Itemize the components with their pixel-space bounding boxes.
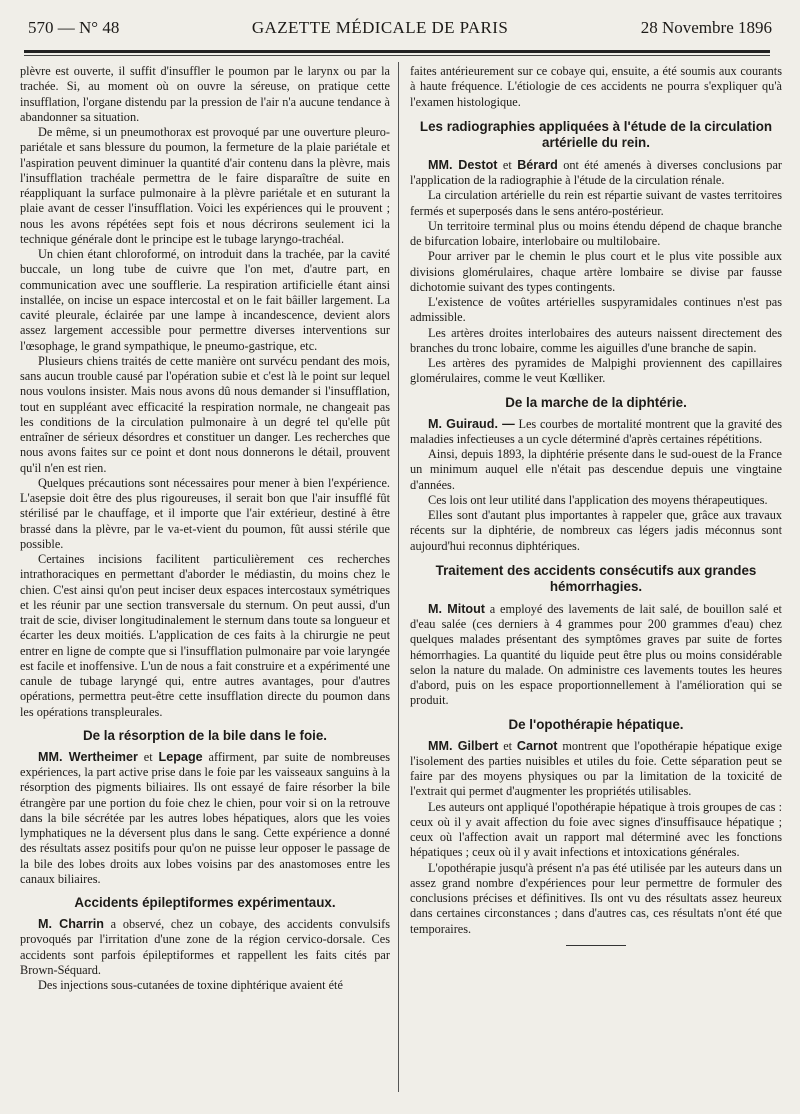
paragraph: Certaines incisions facilitent particulièrement ces recherches intrathoraciques en permettant d'aborder le médiastin, du moins chez le chien. C'est ainsi qu'on peut inciser deux espaces intercostaux symétriques et les réunir par une section transversale du sternum. On peut aussi, d'un trait de scie, diviser longitudinalement le sternum dans toute sa longueur et écarter les deux moitiés. L'application de ces faits à la chirurgie ne peut entrer en ligne de compte que si l'insufflation pulmonaire par voie laryngée est facile et inoffensive. L'un de nous a fait construire et a expérimenté une canule de tubage laryngé qui, entre autres avantages, pour d'autres opérations, permettra peut-être cette insufflation directe du poumon dans les opérations transpleurales. bbox=[20, 552, 390, 719]
section-heading: Les radiographies appliquées à l'étude de la circulation artérielle du rein. bbox=[419, 118, 773, 150]
author-name: MM. Wertheimer bbox=[38, 749, 138, 764]
paragraph: Quelques précautions sont nécessaires pour mener à bien l'expérience. L'asepsie doit être des plus rigoureuses, il serait bon que l'air insufflé fût stérilisé par le chauffage, et il importe que l'air extérieur, destiné à être brassé dans la plèvre, par le va-et-vient du poumon, fût aussi stérile que possible. bbox=[20, 475, 390, 551]
author-name: M. Mitout bbox=[428, 601, 485, 616]
paragraph: Les artères droites interlobaires des auteurs naissent directement des branches du tronc lobaire, comme les aiguilles d'une branche de sapin. bbox=[410, 325, 782, 355]
paragraph: faites antérieurement sur ce cobaye qui, ensuite, a été soumis aux courants à haute fréquence. L'étiologie de ces accidents ne pourra s'expliquer qu'à l'examen histologique. bbox=[410, 64, 782, 109]
paragraph bbox=[410, 602, 782, 709]
section-heading: De la marche de la diphtérie. bbox=[505, 394, 687, 410]
header-rule-thin bbox=[24, 55, 770, 56]
paragraph: L'opothérapie jusqu'à présent n'a pas été utilisée par les auteurs dans un assez grand nombre d'expériences pour leur permettre de formuler des conclusions précises et définitives. Ils ont vu des résultats assez heureux dans certaines circonstances ; dans d'autres cas, ces résultats n'ont été que temporaires. bbox=[410, 860, 782, 936]
author-name: M. Guiraud. — bbox=[428, 416, 515, 431]
right-column bbox=[410, 64, 782, 946]
paragraph bbox=[20, 917, 390, 978]
paragraph: L'existence de voûtes artérielles suspyramidales continues n'est pas admissible. bbox=[410, 295, 782, 325]
conjunction: et bbox=[502, 157, 512, 172]
author-name: MM. Gilbert bbox=[428, 738, 499, 753]
paragraph: Un chien étant chloroformé, on introduit dans la trachée, par la cavité buccale, un long tube de cuivre que l'on met, d'autre part, en communication avec une soufflerie. La respiration artificielle étant ainsi installée, on incise un espace intercostal et on le fait bâiller largement. La cavité pleurale, éclairée par une lampe à incandescence, devient alors assez largement accessible pour permettre diverses interventions sur l'œsophage, le grand sympathique, le pneumo-gastrique, etc. bbox=[20, 247, 390, 353]
paragraph: Ainsi, depuis 1893, la diphtérie présente dans le sud-ouest de la France un minimum auquel elle n'était pas descendue depuis une vingtaine d'années. bbox=[410, 447, 782, 492]
paragraph: Pour arriver par le chemin le plus court et le plus vite possible aux divisions glomérulaires, chaque artère lombaire se divise par fausse dichotomie suivant des types contingents. bbox=[410, 249, 782, 294]
paragraph-text: montrent que l'opothérapie hépatique exige l'isolement des parties nuisibles et utiles du foie. Cette séparation peut se faire par des moyens physiques ou par la limitation de la toxicité de l'extrait qui permet d'augmenter les propriétés utilisables. bbox=[410, 738, 782, 799]
author-name: Lepage bbox=[158, 749, 203, 764]
paragraph-text: a observé, chez un cobaye, des accidents convulsifs provoqués par l'irritation d'une zone de la région cervico-dorsale. Ces accidents sont parfois épileptiformes et rappellent les faits cités par Brown-Séquard. bbox=[20, 917, 390, 977]
paragraph-text: affirment, par suite de nombreuses expériences, la part active prise dans le foie par les vaisseaux sanguins à la résorption des pigments biliaires. Ils ont essayé de faire résorber la bile étrangère par une portion du foie chez le chien, pour voir si on la retrouve dans la bile sécrétée par les autres lobes hépatiques, alors que les voies lymphatiques ne la déversent plus dans le sang. Cette expérience a donné des résultats assez positifs pour qu'on ne puisse leur opposer le passage de la bile des lobes droits aux lobes voisins par des anastomoses entre les canaux biliaires. bbox=[20, 749, 390, 886]
paragraph: Des injections sous-cutanées de toxine diphtérique avaient été bbox=[38, 978, 343, 992]
issue-date: 28 Novembre 1896 bbox=[640, 18, 772, 37]
paragraph-text: ont été amenés à diverses conclusions par l'application de la radiographie à l'étude de la circulation rénale. bbox=[410, 157, 783, 187]
paragraph bbox=[410, 158, 782, 189]
author-name: M. Charrin bbox=[38, 917, 104, 931]
conjunction: et bbox=[503, 738, 513, 753]
left-column bbox=[20, 64, 390, 993]
page-number: 570 — N° 48 bbox=[28, 18, 120, 37]
author-name: Bérard bbox=[517, 157, 558, 172]
paragraph-text: a employé des lavements de lait salé, de bouillon salé et d'eau salée (ces derniers à 4 grammes pour 200 grammes d'eau) chez quelques malades présentant des symptômes graves par suite de fortes hémorrhagies. La quantité du liquide peut être plus ou moins considérable selon la nature du malade. On administre ces lavements toutes les heures d'abord, puis on les espace proportionnellement à l'amélioration qui se produit. bbox=[410, 601, 782, 708]
author-name: MM. Destot bbox=[428, 157, 498, 172]
paragraph-text: Les courbes de mortalité montrent que la gravité des maladies infectieuses a un cycle déterminé d'après certaines répétitions. bbox=[410, 416, 783, 446]
section-heading: De la résorption de la bile dans le foie. bbox=[82, 727, 328, 743]
section-heading: Accidents épileptiformes expérimentaux. bbox=[74, 895, 336, 910]
paragraph: Un territoire terminal plus ou moins étendu dépend de chaque branche de bifurcation lobaire, interlobaire ou multilobaire. bbox=[410, 218, 782, 248]
paragraph: plèvre est ouverte, il suffit d'insuffler le poumon par le larynx ou par la trachée. Si, au moment où on ouvre la séreuse, on pratique cette insufflation, l'organe distendu par la pression de l'air n'a aucune tendance à abandonner sa situation. bbox=[20, 64, 390, 124]
paragraph bbox=[20, 750, 390, 887]
paragraph: Plusieurs chiens traités de cette manière ont survécu pendant des mois, sans aucun trouble causé par l'opération subie et c'est là le point sur lequel nous voulons insister. Mais nous avons dû nous demander si l'insufflation, tout en suppléant avec efficacité la respiration normale, ne changeait pas les conditions de la circulation pulmonaire à un degré tel qu'elle pût entraîner de sérieux désordres et constituer un danger. Les recherches que nous avons faites sur ce point et dont nous donnerons le détail, prouvent qu'il n'en est rien. bbox=[20, 353, 390, 475]
conjunction: et bbox=[143, 749, 153, 764]
column-divider bbox=[398, 62, 399, 1092]
paragraph: Ces lois ont leur utilité dans l'application des moyens thérapeutiques. bbox=[428, 492, 768, 507]
paragraph bbox=[410, 417, 782, 448]
author-name: Carnot bbox=[516, 738, 558, 753]
paragraph bbox=[410, 739, 782, 800]
paragraph: Les artères des pyramides de Malpighi proviennent des capillaires glomérulaires, comme le veut Kœlliker. bbox=[410, 356, 782, 386]
journal-title: GAZETTE MÉDICALE DE PARIS bbox=[251, 18, 509, 37]
section-heading: Traitement des accidents consécutifs aux grandes hémorrhagies. bbox=[435, 562, 757, 594]
paragraph: La circulation artérielle du rein est répartie suivant de vastes territoires fermés et superposés dans le sens antéro-postérieur. bbox=[410, 188, 782, 218]
section-heading: De l'opothérapie hépatique. bbox=[508, 716, 684, 732]
paragraph: De même, si un pneumothorax est provoqué par une ouverture pleuro-pariétale et sans blessure du poumon, la fermeture de la plaie pariétale et l'aspiration peuvent diminuer la quantité d'air contenu dans la plèvre, mais l'insufflation trachéale permettra de le faire disparaître de suite en réappliquant la surface pulmonaire à la plèvre pariétale et en suturant la plaie avant de cesser l'insufflation. Voici les expériences qui le prouvent ; nous les avons répétées sept fois et nous décrirons seulement ici la technique générale dont le principe est le tubage laryngo-trachéal. bbox=[20, 125, 390, 246]
paragraph: Les auteurs ont appliqué l'opothérapie hépatique à trois groupes de cas : ceux où il y avait affection du foie avec signes d'insuffisauce hépatique ; ceux où l'affection avait un rapport mal déterminé avec les fonctions hépatiques ; ceux où il y avait infections et intoxications générales. bbox=[410, 799, 782, 860]
end-rule bbox=[566, 945, 626, 946]
header-rule bbox=[24, 50, 770, 53]
paragraph: Elles sont d'autant plus importantes à rappeler que, grâce aux travaux récents sur la diphtérie, de nombreux cas légers jadis méconnus sont aujourd'hui reconnus diphtériques. bbox=[410, 508, 782, 553]
